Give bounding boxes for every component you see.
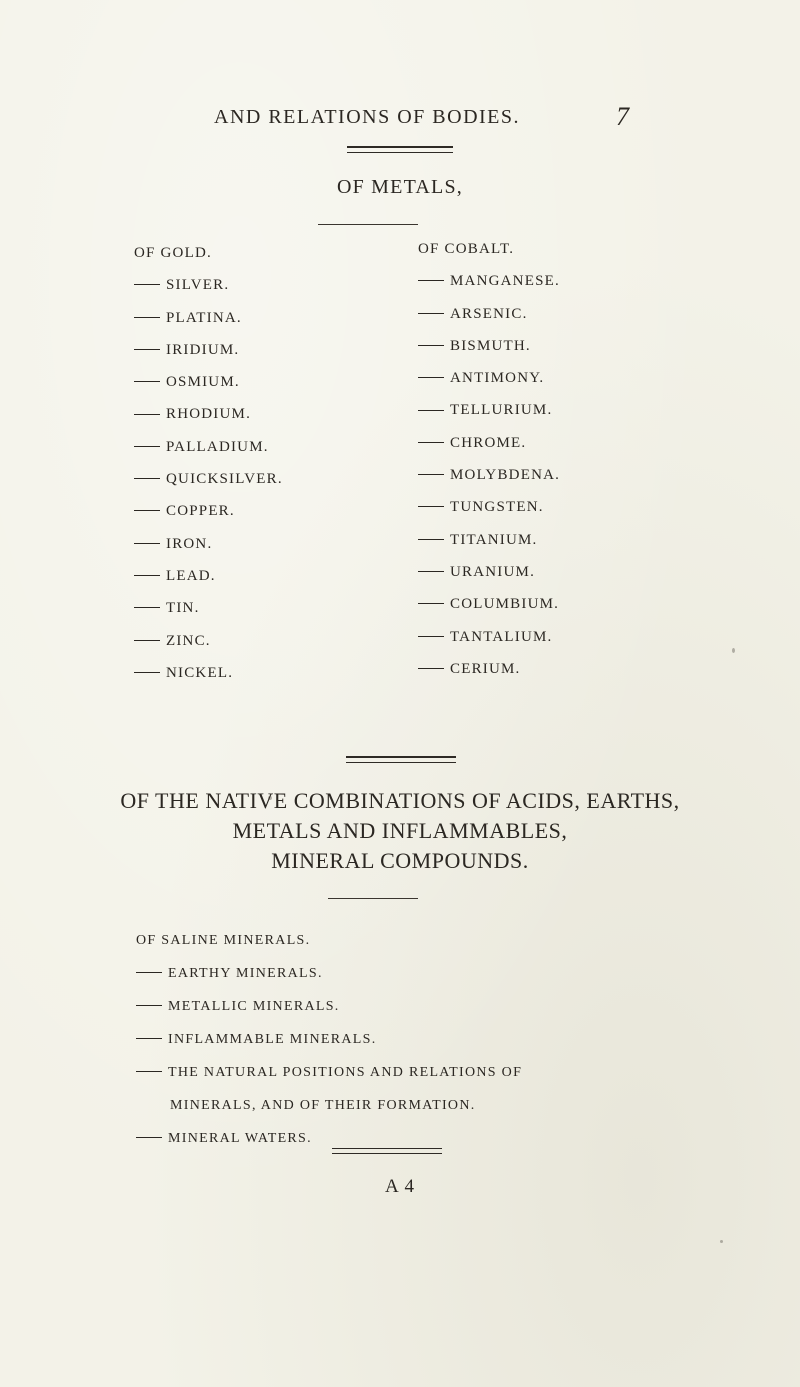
- short-rule: [318, 224, 418, 225]
- list-item: [418, 594, 560, 626]
- list-item: [418, 239, 560, 271]
- ornamental-double-rule: [332, 1148, 442, 1154]
- list-item: [134, 404, 283, 436]
- short-rule: [328, 898, 418, 899]
- ornamental-double-rule: [346, 756, 456, 763]
- list-item: [418, 368, 560, 400]
- list-item-text: SILVER.: [166, 277, 230, 294]
- list-item-text: EARTHY MINERALS.: [168, 966, 323, 981]
- list-item-text: TITANIUM.: [450, 531, 538, 548]
- signature-mark: A 4: [385, 1176, 415, 1197]
- list-item-text: ANTIMONY.: [450, 370, 545, 387]
- dash-rule: [134, 543, 160, 544]
- list-item-text: MINERAL WATERS.: [168, 1131, 312, 1146]
- list-item: [418, 562, 560, 594]
- list-item: [418, 433, 560, 465]
- dash-rule: [134, 607, 160, 608]
- page-number: 7: [616, 102, 629, 131]
- list-item: [134, 534, 283, 566]
- dash-rule: [134, 317, 160, 318]
- heading-line: OF THE NATIVE COMBINATIONS OF ACIDS, EARTHS,: [120, 788, 680, 813]
- list-item: [134, 469, 283, 501]
- running-title: AND RELATIONS OF BODIES.: [214, 106, 521, 128]
- list-item: [136, 931, 522, 964]
- list-item: [136, 1030, 522, 1063]
- metals-section-title: OF METALS,: [337, 176, 463, 198]
- list-item: [134, 566, 283, 598]
- running-head: [0, 102, 800, 136]
- metals-left-column: [134, 243, 283, 695]
- dash-rule: [418, 280, 444, 281]
- dash-rule: [136, 1005, 162, 1006]
- list-item-text: TELLURIUM.: [450, 402, 553, 419]
- list-item-text: QUICKSILVER.: [166, 471, 283, 488]
- list-item-text: COLUMBIUM.: [450, 596, 560, 613]
- dash-rule: [418, 603, 444, 604]
- list-item-text: PLATINA.: [166, 309, 242, 326]
- dash-rule: [418, 474, 444, 475]
- list-item: [136, 1096, 522, 1129]
- list-item: [418, 627, 560, 659]
- list-item: [136, 964, 522, 997]
- list-item-text: IRIDIUM.: [166, 341, 240, 358]
- list-item-text: TUNGSTEN.: [450, 499, 544, 516]
- list-item-text: INFLAMMABLE MINERALS.: [168, 1032, 377, 1047]
- list-item-text: METALLIC MINERALS.: [168, 999, 340, 1014]
- list-item-text: LEAD.: [166, 567, 216, 584]
- list-item-text: OF GOLD.: [134, 245, 212, 261]
- list-item: [418, 465, 560, 497]
- dash-rule: [418, 539, 444, 540]
- dash-rule: [134, 510, 160, 511]
- list-item: [134, 631, 283, 663]
- list-item: [418, 530, 560, 562]
- list-item-text: OF COBALT.: [418, 241, 515, 257]
- list-item: [136, 997, 522, 1030]
- list-item-text: PALLADIUM.: [166, 438, 269, 455]
- list-item: [418, 271, 560, 303]
- dash-rule: [134, 575, 160, 576]
- list-item: [418, 400, 560, 432]
- list-item-text: CHROME.: [450, 434, 527, 451]
- dash-rule: [134, 640, 160, 641]
- list-item-text: BISMUTH.: [450, 337, 531, 354]
- list-item: [134, 663, 283, 695]
- list-item-text: ZINC.: [166, 632, 211, 649]
- dash-rule: [418, 668, 444, 669]
- list-item: [136, 1129, 522, 1162]
- dash-rule: [418, 571, 444, 572]
- dash-rule: [134, 478, 160, 479]
- list-item-text: NICKEL.: [166, 664, 234, 681]
- list-item-text: ARSENIC.: [450, 305, 528, 322]
- dash-rule: [418, 636, 444, 637]
- dash-rule: [134, 349, 160, 350]
- list-item-text: RHODIUM.: [166, 406, 252, 423]
- ink-speck: [720, 1240, 723, 1243]
- dash-rule: [418, 377, 444, 378]
- list-item-text: TIN.: [166, 600, 200, 617]
- ink-speck: [732, 648, 735, 653]
- ink-speck: [268, 796, 272, 800]
- list-item: [418, 497, 560, 529]
- list-item-text: OSMIUM.: [166, 374, 240, 391]
- dash-rule: [136, 1038, 162, 1039]
- list-item-text: THE NATURAL POSITIONS AND RELATIONS OF: [168, 1065, 523, 1080]
- list-item: [134, 598, 283, 630]
- dash-rule: [134, 381, 160, 382]
- dash-rule: [134, 446, 160, 447]
- list-item: [136, 1063, 522, 1096]
- dash-rule: [134, 672, 160, 673]
- list-item-text: MINERALS, AND OF THEIR FORMATION.: [170, 1098, 476, 1113]
- list-item-text: MANGANESE.: [450, 273, 560, 290]
- dash-rule: [418, 313, 444, 314]
- list-item: [134, 340, 283, 372]
- dash-rule: [136, 1071, 162, 1072]
- metals-right-column: [418, 239, 560, 691]
- list-item: [418, 304, 560, 336]
- dash-rule: [418, 506, 444, 507]
- list-item-text: IRON.: [166, 535, 213, 552]
- list-item-text: URANIUM.: [450, 563, 536, 580]
- dash-rule: [134, 414, 160, 415]
- list-item-text: OF SALINE MINERALS.: [136, 933, 311, 948]
- native-combinations-heading: [0, 786, 800, 876]
- dash-rule: [418, 345, 444, 346]
- list-item: [134, 372, 283, 404]
- list-item: [134, 243, 283, 275]
- dash-rule: [134, 284, 160, 285]
- list-item: [134, 501, 283, 533]
- list-item: [418, 336, 560, 368]
- dash-rule: [418, 410, 444, 411]
- ornamental-double-rule: [347, 146, 453, 153]
- list-item: [418, 659, 560, 691]
- list-item: [134, 308, 283, 340]
- mineral-compounds-list: [136, 931, 522, 1162]
- list-item-text: CERIUM.: [450, 660, 521, 677]
- heading-line: MINERAL COMPOUNDS.: [271, 848, 529, 873]
- dash-rule: [418, 442, 444, 443]
- list-item-text: MOLYBDENA.: [450, 467, 561, 484]
- list-item-text: TANTALIUM.: [450, 628, 553, 645]
- list-item: [134, 275, 283, 307]
- heading-line: METALS AND INFLAMMABLES,: [232, 818, 568, 843]
- dash-rule: [136, 972, 162, 973]
- list-item: [134, 437, 283, 469]
- dash-rule: [136, 1137, 162, 1138]
- list-item-text: COPPER.: [166, 503, 235, 520]
